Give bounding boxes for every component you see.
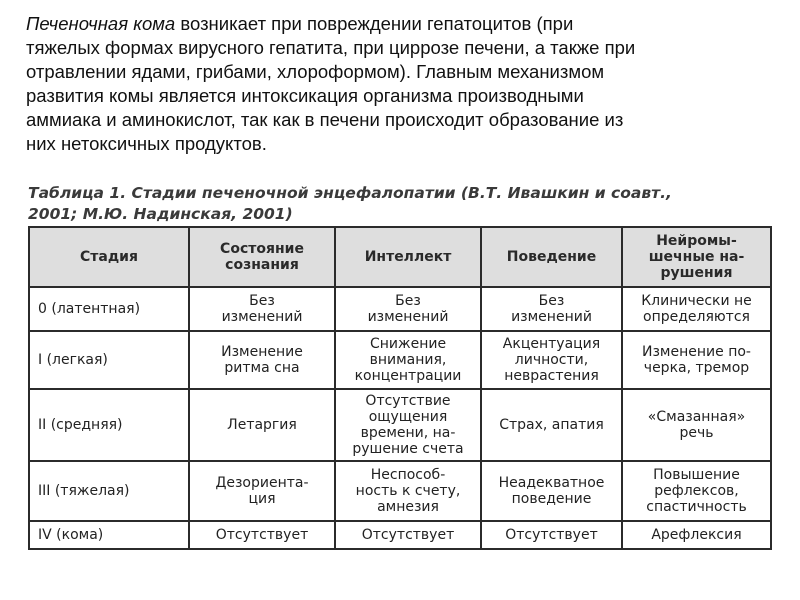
table-header-row [29,227,771,287]
cell-behavior [481,521,622,549]
cell-neuromuscular [622,389,771,461]
cell-text: ность к счету, [355,483,461,499]
table-row [29,331,771,389]
cell-text: Неспособ- [370,467,446,483]
encephalopathy-stages-table [28,226,772,550]
caption-line: 2001; М.Ю. Надинская, 2001) [28,205,293,223]
header-line: сознания [225,257,299,273]
header-stage [29,227,189,287]
paragraph-line: отравлении ядами, грибами, хлороформом). Главным механизмом [26,61,605,82]
cell-intellect [335,389,481,461]
cell-text: Без [538,293,565,309]
cell-text: 0 (латентная) [38,301,141,317]
header-consciousness [189,227,335,287]
cell-stage [29,287,189,331]
cell-text: «Смазанная» [647,409,746,425]
cell-neuromuscular [622,287,771,331]
cell-text: неврастения [504,368,599,384]
cell-text: концентрации [354,368,462,384]
cell-text: Изменение [221,344,303,360]
cell-neuromuscular [622,461,771,521]
cell-text: Без [249,293,275,309]
intro-paragraph [26,12,776,156]
cell-text: рушение счета [352,441,464,457]
cell-text: определяются [643,309,750,325]
header-intellect [335,227,481,287]
cell-text: изменений [367,309,449,325]
cell-behavior [481,287,622,331]
header-line: шечные на- [648,249,745,265]
lead-term: Печеночная кома [26,13,176,34]
cell-intellect [335,287,481,331]
cell-text: личности, [514,352,589,368]
header-intellect-label: Интеллект [364,249,452,265]
paragraph-line: аммиака и аминокислот, так как в печени происходит образование из [26,109,624,130]
cell-text: Акцентуация [502,336,601,352]
cell-text: ощущения [368,409,448,425]
header-line: Нейромы- [656,233,737,249]
cell-text: ритма сна [224,360,300,376]
cell-text: Изменение по- [642,344,751,360]
cell-text: I (легкая) [38,352,108,368]
caption-line: Таблица 1. Стадии печеночной энцефалопатии (В.Т. Ивашкин и соавт., [28,184,672,202]
cell-text: изменений [511,309,592,325]
cell-text: Клинически не [641,293,752,309]
header-line: Состояние [220,241,304,257]
cell-text: спастичность [646,499,747,515]
table-caption [28,183,768,225]
cell-text: Повышение [653,467,740,483]
cell-consciousness [189,287,335,331]
cell-text: Отсутствует [215,527,309,543]
cell-text: Отсутствует [505,527,598,543]
cell-stage [29,331,189,389]
table-row [29,287,771,331]
paragraph-line: развития комы является интоксикация организма производными [26,85,584,106]
cell-text: Снижение [369,336,447,352]
header-behavior [481,227,622,287]
cell-text: поведение [511,491,592,507]
paragraph-line: тяжелых формах вирусного гепатита, при циррозе печени, а также при [26,37,636,58]
cell-text: черка, тремор [643,360,750,376]
cell-text: ция [248,491,276,507]
paragraph-line: возникает при повреждении гепатоцитов (при [175,13,574,34]
cell-text: времени, на- [360,425,456,441]
cell-text: внимания, [369,352,447,368]
header-neuromuscular [622,227,771,287]
cell-text: Отсутствует [361,527,455,543]
cell-text: рефлексов, [654,483,739,499]
cell-text: Страх, апатия [499,417,604,433]
cell-text: Летаргия [227,417,297,433]
cell-text: II (средняя) [38,417,123,433]
header-stage-label: Стадия [80,249,138,265]
table-row [29,461,771,521]
cell-text: III (тяжелая) [38,483,130,499]
cell-behavior [481,461,622,521]
cell-text: Отсутствие [365,393,451,409]
cell-text: Дезориента- [215,475,309,491]
cell-consciousness [189,521,335,549]
cell-intellect [335,461,481,521]
cell-neuromuscular [622,521,771,549]
cell-text: речь [679,425,714,441]
header-behavior-label: Поведение [506,249,597,265]
cell-neuromuscular [622,331,771,389]
cell-text: амнезия [377,499,439,515]
paragraph-line: них нетоксичных продуктов. [26,133,267,154]
cell-intellect [335,521,481,549]
cell-consciousness [189,331,335,389]
cell-behavior [481,389,622,461]
header-line: рушения [660,265,733,281]
cell-behavior [481,331,622,389]
table-row [29,521,771,549]
cell-consciousness [189,461,335,521]
table-row [29,389,771,461]
cell-text: изменений [221,309,303,325]
cell-intellect [335,331,481,389]
cell-stage [29,521,189,549]
cell-stage [29,389,189,461]
cell-text: Без [395,293,421,309]
cell-text: Неадекватное [498,475,605,491]
cell-consciousness [189,389,335,461]
cell-stage [29,461,189,521]
cell-text: IV (кома) [38,527,104,543]
cell-text: Арефлексия [651,527,742,543]
